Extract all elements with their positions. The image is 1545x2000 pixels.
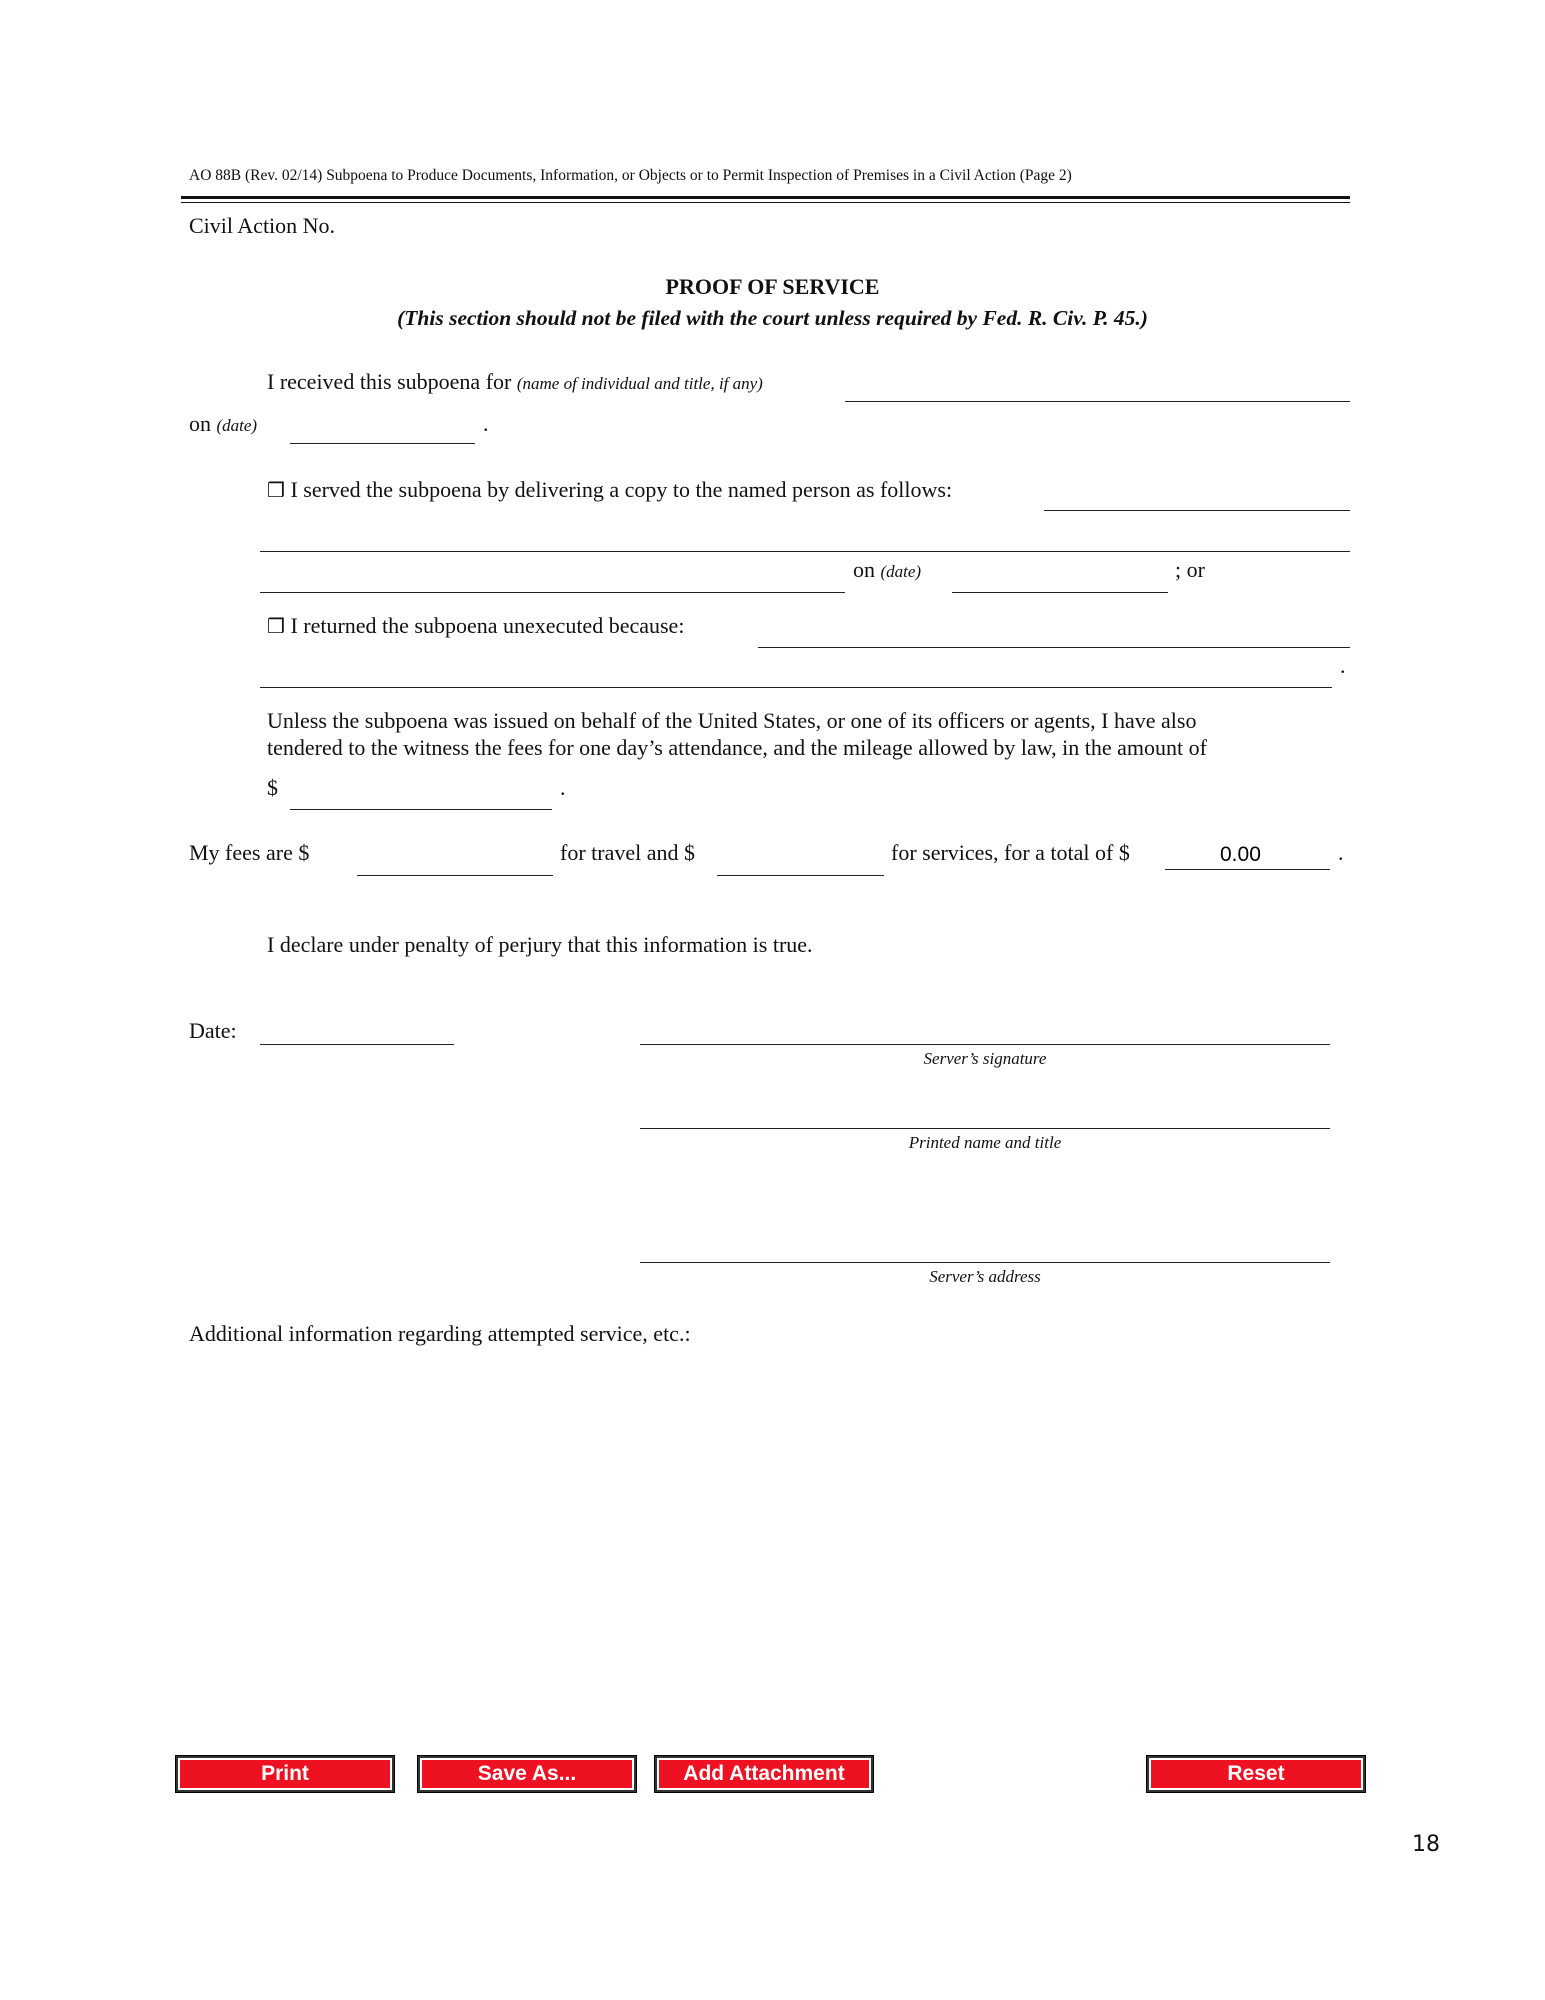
received-hint: (name of individual and title, if any) <box>516 374 763 393</box>
printed-name-caption: Printed name and title <box>908 1133 1062 1152</box>
fees-services-field[interactable] <box>717 846 884 876</box>
received-name-field[interactable] <box>845 372 1350 402</box>
fees-period: . <box>1338 840 1344 865</box>
served-on-label: on <box>853 557 875 582</box>
additional-info-field[interactable] <box>189 1360 1353 1664</box>
served-checkbox[interactable]: ❒ <box>267 478 285 502</box>
served-label: I served the subpoena by delivering a copy to the named person as follows: <box>290 477 953 502</box>
tender-line-1: Unless the subpoena was issued on behalf of the United States, or one of its officers or agents, I have also <box>267 708 1197 733</box>
declaration-text: I declare under penalty of perjury that this information is true. <box>267 932 813 957</box>
received-on <box>189 411 257 437</box>
returned-period: . <box>1340 653 1346 678</box>
page-number: 18 <box>1412 1832 1440 1857</box>
tender-line-2: tendered to the witness the fees for one day’s attendance, and the mileage allowed by law, in the amount of <box>267 735 1207 760</box>
tender-period: . <box>560 775 566 800</box>
received-date-field[interactable] <box>290 414 475 444</box>
received-text <box>267 369 763 395</box>
fees-total-field[interactable] <box>1165 840 1330 870</box>
tender-dollar: $ <box>267 775 278 800</box>
form-id-header: AO 88B (Rev. 02/14) Subpoena to Produce Documents, Information, or Objects or to Permit Inspection of Premises in a Civil Action (Page 2) <box>189 167 1072 184</box>
civil-action-label: Civil Action No. <box>189 213 336 238</box>
reset-button[interactable]: Reset <box>1147 1756 1365 1792</box>
served-or: ; or <box>1175 557 1205 582</box>
signature-date-label: Date: <box>189 1018 237 1043</box>
returned-reason-field-2[interactable] <box>260 658 1332 688</box>
header-rule-bottom <box>181 202 1350 203</box>
print-button[interactable]: Print <box>176 1756 394 1792</box>
returned-option <box>267 613 684 639</box>
server-signature-caption: Server’s signature <box>923 1049 1047 1068</box>
served-details-field-3[interactable] <box>260 563 845 593</box>
fees-label: My fees are $ <box>189 840 310 865</box>
returned-label: I returned the subpoena unexecuted because: <box>290 613 685 638</box>
add-attachment-button[interactable]: Add Attachment <box>655 1756 873 1792</box>
server-address-field[interactable] <box>640 1233 1330 1263</box>
received-date-hint: (date) <box>216 416 258 435</box>
served-date-hint: (date) <box>880 562 922 581</box>
returned-reason-field-1[interactable] <box>758 618 1350 648</box>
fees-services-label: for services, for a total of $ <box>891 840 1130 865</box>
served-details-field-2[interactable] <box>260 522 1350 552</box>
received-on-label: on <box>189 411 211 436</box>
additional-info-label: Additional information regarding attempted service, etc.: <box>189 1321 691 1346</box>
section-title: PROOF OF SERVICE <box>665 274 880 299</box>
server-signature-field[interactable] <box>640 1015 1330 1045</box>
signature-date-field[interactable] <box>260 1015 454 1045</box>
tender-amount-field[interactable] <box>290 780 552 810</box>
served-date-field[interactable] <box>952 563 1168 593</box>
served-on <box>853 557 921 583</box>
returned-checkbox[interactable]: ❒ <box>267 614 285 638</box>
served-option <box>267 477 952 503</box>
served-details-field-1[interactable] <box>1044 481 1350 511</box>
fees-travel-label: for travel and $ <box>560 840 695 865</box>
server-address-caption: Server’s address <box>929 1267 1041 1286</box>
received-period: . <box>483 411 489 436</box>
header-rule-top <box>181 196 1350 199</box>
section-subtitle: (This section should not be filed with the court unless required by Fed. R. Civ. P. 45.) <box>397 306 1148 330</box>
printed-name-field[interactable] <box>640 1099 1330 1129</box>
save-as-button[interactable]: Save As... <box>418 1756 636 1792</box>
fees-travel-field[interactable] <box>357 846 553 876</box>
received-label: I received this subpoena for <box>267 369 512 394</box>
